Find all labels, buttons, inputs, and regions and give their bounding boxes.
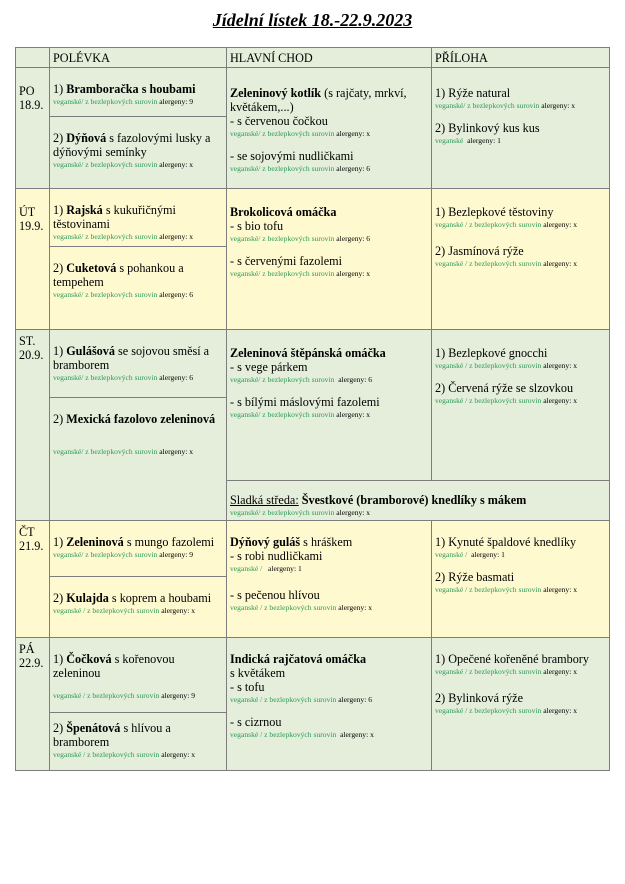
day-cell-tuesday [16,189,50,330]
allergens: alergeny: x [543,259,577,268]
side-2: 2) Červená rýže se slzovkou [435,381,574,395]
header-main: HLAVNÍ CHOD [227,48,432,68]
side-1: 1) Opečené kořeněné brambory [435,652,589,666]
side-1: 1) Rýže natural [435,86,511,100]
diet-note: veganské / z bezlepkových surovin [230,730,337,739]
item-number: 1) [53,203,67,217]
dish-desc: (s rajčaty, mrkví, květákem,...) [230,86,407,114]
side-1: 1) Kynuté špaldové knedlíky [435,535,577,549]
diet-note: veganské / z bezlepkových surovin [230,603,337,612]
diet-note: veganské/ z bezlepkových surovin [53,97,158,106]
item-number: 2) [53,261,67,275]
diet-note: veganské/ z bezlepkových surovin [230,375,335,384]
wednesday-row-1 [16,330,610,398]
diet-note: veganské/ z bezlepkových surovin [230,410,335,419]
day-cell-friday [16,638,50,771]
allergens: alergeny: x [543,706,577,715]
dish-name: Zeleninová štěpánská omáčka [230,346,386,360]
side-friday [432,638,610,771]
soup-2-friday [50,713,227,771]
side-1: 1) Bezlepkové gnocchi [435,346,548,360]
allergens: alergeny: x [338,603,372,612]
side-2: 2) Bylinkový kus kus [435,121,540,135]
allergens: alergeny: 1 [267,564,302,573]
main-friday [227,638,432,771]
variant-1: - s tofu [230,680,265,694]
allergens: alergeny: x [543,396,577,405]
soup-2-monday [50,117,227,189]
allergens: alergeny: 6 [338,375,372,384]
variant-2: - s cizrnou [230,715,282,729]
dish-desc: s hráškem [300,535,353,549]
diet-note: veganské/ z bezlepkových surovin [53,160,158,169]
day-date: 18.9. [19,98,44,112]
dish-name: Zeleninový kotlík [230,86,322,100]
side-2: 2) Bylinková rýže [435,691,523,705]
soup-1-friday [50,638,227,713]
diet-note: veganské/ z bezlepkových surovin [230,508,335,517]
dish-desc: s fazolovými lusky a dýňovými semínky [53,131,211,159]
dish-desc: se sojovou směsí a bramborem [53,344,210,372]
allergens: alergeny: x [159,232,194,241]
dish-desc: s mungo fazolemi [123,535,215,549]
allergens: alergeny: x [336,269,371,278]
soup-1-thursday [50,521,227,577]
allergens: alergeny: x [336,410,371,419]
diet-note: veganské/ z bezlepkových surovin [230,164,335,173]
day-date: 20.9. [19,348,44,362]
side-tuesday [432,189,610,330]
allergens: alergeny: 6 [159,290,194,299]
item-number: 1) [53,82,67,96]
day-date: 22.9. [19,656,44,670]
diet-note: veganské/ z bezlepkových surovin [435,101,540,110]
allergens: alergeny: x [336,129,371,138]
monday-row-1 [16,68,610,117]
dish-name: Dýňový guláš [230,535,301,549]
page-title: Jídelní lístek 18.-22.9.2023 [212,10,413,30]
soup-2-thursday [50,577,227,638]
dish-desc: s kukuřičnými těstovinami [53,203,176,231]
variant-1: - s bio tofu [230,219,284,233]
allergens: alergeny: x [161,606,195,615]
friday-row-1 [16,638,610,713]
dish-name: Gulášová [66,344,115,358]
day-date: 19.9. [19,219,44,233]
soup-1-wednesday [50,330,227,398]
header-row [16,48,610,68]
diet-note: veganské / z bezlepkových surovin [230,695,337,704]
diet-note: veganské/ z bezlepkových surovin [53,373,158,382]
sweet-label: Sladká středa: [230,493,299,507]
menu-table [15,47,610,771]
item-number: 1) [53,652,67,666]
dish-desc: s koprem a houbami [108,591,212,605]
diet-note: veganské / z bezlepkových surovin [435,667,542,676]
allergens: alergeny: x [159,160,194,169]
allergens: alergeny: x [161,750,195,759]
variant-2: - s červenými fazolemi [230,254,343,268]
soup-1-tuesday [50,189,227,247]
day-date: 21.9. [19,539,44,553]
dish-name: Čočková [66,652,112,666]
item-number: 2) [53,721,67,735]
allergens: alergeny: x [543,361,577,370]
item-number: 2) [53,412,67,426]
allergens: alergeny: 9 [159,97,194,106]
variant-1: - s vege párkem [230,360,308,374]
dish-name: Zeleninová [66,535,124,549]
side-1: 1) Bezlepkové těstoviny [435,205,554,219]
side-2: 2) Jasmínová rýže [435,244,524,258]
allergens: alergeny: x [543,585,577,594]
dish-name: Dýňová [66,131,107,145]
variant-2: - se sojovými nudličkami [230,149,354,163]
diet-note: veganské/ z bezlepkových surovin [53,550,158,559]
diet-note: veganské / [230,564,263,573]
dish-name: Kulajda [66,591,109,605]
allergens: alergeny: 1 [471,550,505,559]
header-day [16,48,50,68]
diet-note: veganské / [435,550,468,559]
dish-name: Brokolicová omáčka [230,205,337,219]
diet-note: veganské / z bezlepkových surovin [435,259,542,268]
side-thursday [432,521,610,638]
tuesday-row-1 [16,189,610,247]
day-name: ST. [19,334,36,348]
diet-note: veganské / z bezlepkových surovin [53,691,160,700]
main-wednesday [227,330,432,481]
diet-note: veganské / z bezlepkových surovin [435,361,542,370]
diet-note: veganské [435,136,464,145]
item-number: 2) [53,131,67,145]
day-name: ÚT [19,205,36,219]
diet-note: veganské / z bezlepkových surovin [435,706,542,715]
allergens: alergeny: 6 [338,695,372,704]
allergens: alergeny: 9 [161,691,195,700]
dish-name: Indická rajčatová omáčka [230,652,367,666]
allergens: alergeny: x [340,730,374,739]
header-soup: POLÉVKA [50,48,227,68]
allergens: alergeny: x [336,508,371,517]
side-monday [432,68,610,189]
dish-name: Bramboračka s houbami [66,82,196,96]
allergens: alergeny: x [543,667,577,676]
dish-name: Švestkové (bramborové) knedlíky s mákem [301,493,527,507]
allergens: alergeny: 9 [159,550,194,559]
diet-note: veganské/ z bezlepkových surovin [53,232,158,241]
dish-desc: s pohankou a tempehem [53,261,184,289]
soup-2-tuesday [50,247,227,330]
variant-1: - s červenou čočkou [230,114,328,128]
header-side: PŘÍLOHA [432,48,610,68]
dish-name: Rajská [66,203,103,217]
diet-note: veganské/ z bezlepkových surovin [230,129,335,138]
variant-2: - s pečenou hlívou [230,588,320,602]
diet-note: veganské / z bezlepkových surovin [435,220,542,229]
allergens: alergeny: x [543,220,577,229]
soup-2-wednesday [50,398,227,521]
dish-desc: s květákem [230,666,286,680]
dish-name: Cuketová [66,261,117,275]
diet-note: veganské/ z bezlepkových surovin [230,269,335,278]
day-cell-monday [16,68,50,189]
allergens: alergeny: 1 [467,136,501,145]
day-name: PO [19,84,35,98]
main-monday [227,68,432,189]
variant-1: - s robi nudličkami [230,549,323,563]
item-number: 1) [53,344,67,358]
sweet-wednesday [227,481,610,521]
diet-note: veganské / z bezlepkových surovin [435,585,542,594]
allergens: alergeny: 6 [336,234,371,243]
day-cell-thursday [16,521,50,638]
allergens: alergeny: x [159,447,194,456]
allergens: alergeny: 6 [336,164,371,173]
day-name: ČT [19,525,35,539]
thursday-row-1 [16,521,610,577]
main-thursday [227,521,432,638]
side-wednesday [432,330,610,481]
allergens: alergeny: x [541,101,576,110]
dish-name: Špenátová [66,721,121,735]
diet-note: veganské/ z bezlepkových surovin [53,290,158,299]
side-2: 2) Rýže basmati [435,570,515,584]
diet-note: veganské / z bezlepkových surovin [53,606,160,615]
dish-desc: s hlívou a bramborem [53,721,171,749]
diet-note: veganské / z bezlepkových surovin [435,396,542,405]
item-number: 1) [53,535,67,549]
main-tuesday [227,189,432,330]
item-number: 2) [53,591,67,605]
dish-name: Mexická fazolovo zeleninová [66,412,216,426]
diet-note: veganské/ z bezlepkových surovin [230,234,335,243]
allergens: alergeny: 6 [159,373,194,382]
day-name: PÁ [19,642,35,656]
soup-1-monday [50,68,227,117]
dish-desc: s kořenovou zeleninou [53,652,175,680]
diet-note: veganské / z bezlepkových surovin [53,750,160,759]
day-cell-wednesday [16,330,50,521]
diet-note: veganské/ z bezlepkových surovin [53,447,158,456]
variant-2: - s bílými máslovými fazolemi [230,395,380,409]
